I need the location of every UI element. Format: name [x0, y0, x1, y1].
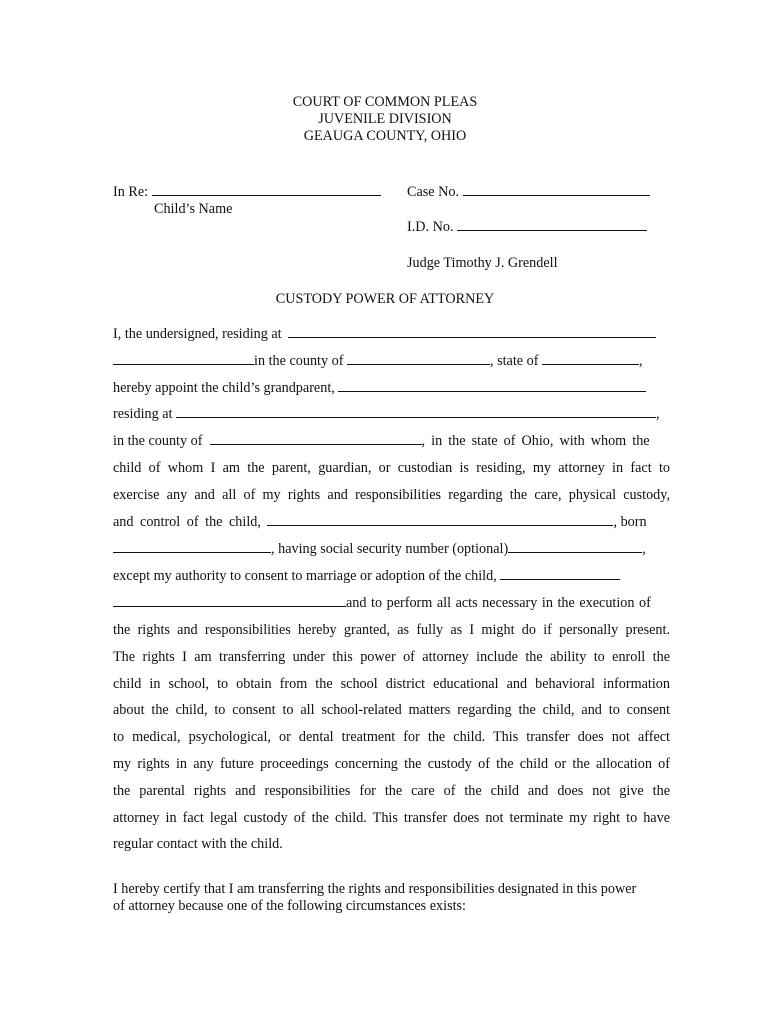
case-no-row [407, 183, 650, 201]
certify-line-2: of attorney because one of the following circumstances exists: [113, 898, 466, 914]
body-line-9: , having social security number (optional) , [113, 540, 670, 558]
residence-address-field[interactable] [288, 325, 656, 338]
case-no-label: Case No. [407, 184, 460, 200]
body-line-3: hereby appoint the child’s grandparent, [113, 379, 670, 397]
id-no-field[interactable] [457, 218, 647, 231]
body-line-20: regular contact with the child. [113, 836, 283, 852]
in-re-row [113, 183, 381, 201]
court-division: JUVENILE DIVISION [318, 111, 452, 127]
grandparent-county-field[interactable] [210, 432, 422, 445]
body-line-16: to medical, psychological, or dental treatment for the child. This transfer does not affect [113, 729, 670, 745]
childs-name-label: Child’s Name [154, 201, 233, 217]
body-line-13: The rights I am transferring under this power of attorney include the ability to enroll the [113, 649, 670, 665]
body-line-15: about the child, to consent to all school-related matters regarding the child, and to consent [113, 702, 670, 718]
court-county: GEAUGA COUNTY, OHIO [303, 128, 467, 144]
court-name: COURT OF COMMON PLEAS [292, 94, 478, 110]
body-line-14: child in school, to obtain from the school district educational and behavioral information [113, 676, 670, 692]
body-line-12: the rights and responsibilities hereby granted, as fully as I might do if personally present. [113, 622, 670, 638]
body-line-19: attorney in fact legal custody of the child. This transfer does not terminate my right to have [113, 810, 670, 826]
body-line-5: in the county of , in the state of Ohio, with whom the [113, 433, 650, 449]
in-re-label: In Re: [113, 184, 149, 200]
body-line-10: except my authority to consent to marriage or adoption of the child, [113, 567, 670, 585]
body-line-18: the parental rights and responsibilities for the care of the child and does not give the [113, 783, 670, 799]
ssn-field[interactable] [508, 540, 642, 553]
body-line-8: and control of the child, , born [113, 514, 647, 530]
grandparent-address-field[interactable] [176, 405, 656, 418]
child-name-field[interactable] [152, 183, 381, 196]
body-line-4: residing at , [113, 406, 660, 422]
document-title: CUSTODY POWER OF ATTORNEY [275, 291, 495, 307]
id-no-row [407, 218, 647, 236]
state-field[interactable] [542, 352, 639, 365]
grandparent-name-field[interactable] [338, 379, 646, 392]
authority-exception-field-2[interactable] [113, 594, 346, 607]
body-line-2: in the county of , state of , [113, 352, 670, 370]
child-name-field-2[interactable] [267, 513, 613, 526]
body-line-7: exercise any and all of my rights and responsibilities regarding the care, physical custody, [113, 487, 670, 503]
id-no-label: I.D. No. [407, 219, 454, 235]
residence-address-field-2[interactable] [113, 352, 254, 365]
body-line-6: child of whom I am the parent, guardian, or custodian is residing, my attorney in fact to [113, 460, 670, 476]
authority-exception-field[interactable] [500, 567, 620, 580]
birth-date-field[interactable] [113, 540, 271, 553]
county-field[interactable] [347, 352, 490, 365]
body-line-17: my rights in any future proceedings concerning the custody of the child or the allocation of [113, 756, 670, 772]
body-line-1: I, the undersigned, residing at [113, 325, 670, 343]
certify-line-1: I hereby certify that I am transferring the rights and responsibilities designated in this power [113, 881, 637, 897]
body-line-11: and to perform all acts necessary in the execution of [113, 594, 670, 612]
case-no-field[interactable] [463, 183, 650, 196]
judge-name: Judge Timothy J. Grendell [407, 255, 558, 271]
